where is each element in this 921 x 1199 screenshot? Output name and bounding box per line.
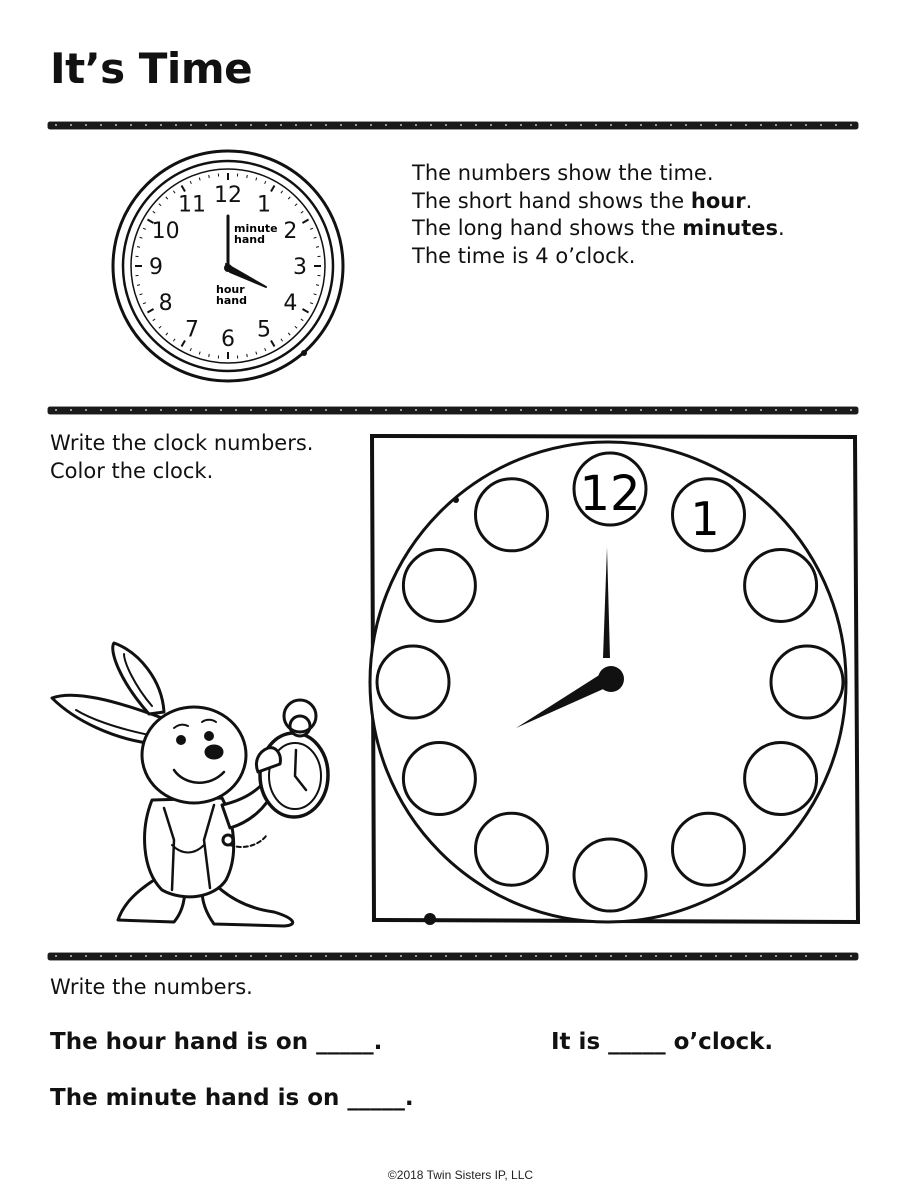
number-circle-7[interactable] (476, 813, 548, 885)
minutes-keyword: minutes (682, 216, 779, 240)
example-clock-tick (247, 175, 248, 178)
example-clock-number: 3 (293, 255, 307, 280)
example-clock-number: 8 (158, 291, 173, 316)
intro-text (412, 160, 785, 270)
hour-keyword: hour (690, 188, 746, 213)
example-clock-tick (247, 354, 248, 357)
instruction-write-numbers: Write the clock numbers. (50, 431, 314, 455)
intro-line-4: The time is 4 o’clock. (412, 243, 636, 268)
example-clock-tick (209, 175, 210, 178)
divider (48, 953, 858, 960)
example-clock-number: 4 (283, 291, 298, 316)
example-clock-number: 7 (185, 317, 199, 343)
example-clock-number: 9 (149, 255, 163, 280)
questions-instruction: Write the numbers. (50, 975, 253, 999)
activity-given-number-12: 12 (579, 466, 641, 522)
number-circle-10[interactable] (403, 549, 475, 621)
number-circle-8[interactable] (403, 743, 475, 815)
intro-line-2: The short hand shows the hour. (412, 188, 753, 213)
minute-hand-label: minute (234, 222, 278, 235)
minute-hand-label-2: hand (234, 233, 265, 246)
number-circle-4[interactable] (745, 743, 817, 815)
example-clock (108, 148, 348, 386)
example-clock-tick (316, 285, 319, 286)
page-title: It’s Time (50, 44, 253, 93)
example-center-pin (224, 264, 232, 272)
example-clock-tick (209, 354, 210, 357)
example-clock-tick (137, 247, 140, 248)
number-circle-11[interactable] (476, 479, 548, 551)
example-clock-number: 11 (178, 192, 206, 218)
example-clock-number: 10 (151, 219, 180, 244)
copyright-footer: ©2018 Twin Sisters IP, LLC (387, 1168, 534, 1182)
activity-instructions (50, 430, 313, 485)
question-hour-hand[interactable]: The hour hand is on _____. (50, 1029, 383, 1055)
example-clock-tick (316, 247, 319, 248)
hour-hand-label: hour (216, 283, 245, 296)
number-circle-3[interactable] (771, 646, 843, 718)
number-circle-6[interactable] (574, 839, 646, 911)
example-clock-number: 1 (257, 192, 271, 218)
question-oclock[interactable]: It is _____ o’clock. (551, 1029, 774, 1055)
number-circle-2[interactable] (745, 549, 817, 621)
example-clock-number: 6 (221, 327, 235, 352)
activity-center-pin (598, 666, 624, 692)
hour-hand-label-2: hand (216, 294, 247, 307)
divider (48, 407, 858, 414)
number-circle-5[interactable] (673, 813, 745, 885)
instruction-color-clock: Color the clock. (50, 458, 214, 483)
bunny-illustration (44, 640, 344, 930)
example-clock-number: 5 (257, 317, 271, 343)
number-circle-9[interactable] (377, 646, 449, 718)
activity-given-number-1: 1 (690, 492, 720, 546)
question-minute-hand[interactable]: The minute hand is on _____. (50, 1085, 414, 1111)
example-clock-tick (137, 285, 140, 286)
example-clock-number: 2 (283, 219, 298, 244)
example-clock-number: 12 (214, 183, 242, 208)
intro-line-3: The long hand shows the minutes. (412, 216, 785, 240)
divider (48, 122, 858, 129)
activity-clock (368, 432, 862, 928)
intro-line-1: The numbers show the time. (412, 161, 714, 185)
